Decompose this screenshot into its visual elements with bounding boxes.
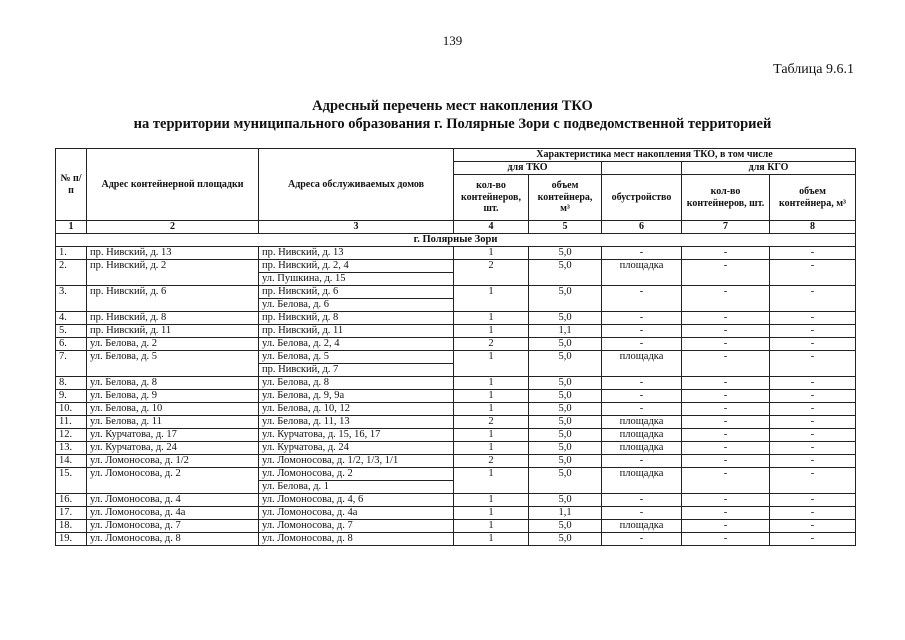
- table-row: [56, 507, 856, 520]
- header-characteristics: Характеристика мест накопления ТКО, в том числе: [454, 149, 856, 162]
- container-volume: 5,0: [529, 377, 602, 390]
- row-number: 14.: [56, 455, 87, 468]
- table-row: [56, 468, 856, 481]
- header-site: Адрес контейнерной площадки: [87, 149, 259, 221]
- container-count: 2: [454, 338, 529, 351]
- facility: площадка: [602, 351, 682, 377]
- facility: -: [602, 325, 682, 338]
- facility: -: [602, 533, 682, 546]
- column-number: 5: [529, 221, 602, 234]
- container-count: 2: [454, 455, 529, 468]
- container-count: 1: [454, 533, 529, 546]
- served-house-address: ул. Курчатова, д. 15, 16, 17: [259, 429, 454, 442]
- page-number: 139: [442, 33, 463, 48]
- table-row: [56, 520, 856, 533]
- container-volume: 5,0: [529, 533, 602, 546]
- kgo-container-count: -: [682, 416, 770, 429]
- facility: -: [602, 403, 682, 416]
- table-row: [56, 416, 856, 429]
- facility: -: [602, 507, 682, 520]
- facility: -: [602, 338, 682, 351]
- container-volume: 5,0: [529, 260, 602, 286]
- site-address: ул. Белова, д. 5: [87, 351, 259, 377]
- column-number: 8: [770, 221, 856, 234]
- table-row: [56, 455, 856, 468]
- site-address: ул. Белова, д. 9: [87, 390, 259, 403]
- container-count: 2: [454, 416, 529, 429]
- site-address: ул. Белова, д. 2: [87, 338, 259, 351]
- site-address: пр. Нивский, д. 6: [87, 286, 259, 312]
- site-address: ул. Белова, д. 10: [87, 403, 259, 416]
- site-address: ул. Ломоносова, д. 4: [87, 494, 259, 507]
- row-number: 1.: [56, 247, 87, 260]
- container-volume: 5,0: [529, 455, 602, 468]
- served-house-address: ул. Белова, д. 2, 4: [259, 338, 454, 351]
- kgo-container-volume: -: [770, 507, 856, 520]
- facility: площадка: [602, 442, 682, 455]
- kgo-container-volume: -: [770, 247, 856, 260]
- header-tko: для ТКО: [454, 162, 602, 175]
- row-number: 7.: [56, 351, 87, 377]
- served-house-address: ул. Ломоносова, д. 2: [259, 468, 454, 481]
- container-volume: 5,0: [529, 351, 602, 377]
- table-row: [56, 494, 856, 507]
- kgo-container-volume: -: [770, 403, 856, 416]
- container-volume: 5,0: [529, 247, 602, 260]
- facility: площадка: [602, 520, 682, 533]
- table-row: [56, 260, 856, 273]
- header-volume-kgo: объем контейнера, м³: [770, 175, 856, 221]
- facility: площадка: [602, 429, 682, 442]
- facility: -: [602, 455, 682, 468]
- kgo-container-volume: -: [770, 390, 856, 403]
- container-volume: 5,0: [529, 494, 602, 507]
- row-number: 8.: [56, 377, 87, 390]
- kgo-container-volume: -: [770, 442, 856, 455]
- row-number: 19.: [56, 533, 87, 546]
- container-count: 1: [454, 247, 529, 260]
- kgo-container-count: -: [682, 247, 770, 260]
- table-row: [56, 403, 856, 416]
- container-volume: 5,0: [529, 312, 602, 325]
- kgo-container-volume: -: [770, 286, 856, 312]
- header-houses: Адреса обслуживаемых домов: [259, 149, 454, 221]
- served-house-address: ул. Ломоносова, д. 7: [259, 520, 454, 533]
- facility: -: [602, 286, 682, 312]
- row-number: 11.: [56, 416, 87, 429]
- container-count: 1: [454, 377, 529, 390]
- document-subtitle: на территории муниципального образования г. Полярные Зори с подведомственной территорией: [133, 116, 772, 132]
- site-address: ул. Ломоносова, д. 8: [87, 533, 259, 546]
- kgo-container-count: -: [682, 286, 770, 312]
- kgo-container-count: -: [682, 507, 770, 520]
- kgo-container-count: -: [682, 403, 770, 416]
- facility: -: [602, 377, 682, 390]
- kgo-container-volume: -: [770, 520, 856, 533]
- row-number: 6.: [56, 338, 87, 351]
- container-volume: 5,0: [529, 403, 602, 416]
- header-facility: обустройство: [602, 175, 682, 221]
- site-address: пр. Нивский, д. 8: [87, 312, 259, 325]
- table-label: Таблица 9.6.1: [773, 62, 854, 77]
- column-number: 7: [682, 221, 770, 234]
- row-number: 12.: [56, 429, 87, 442]
- site-address: пр. Нивский, д. 13: [87, 247, 259, 260]
- row-number: 9.: [56, 390, 87, 403]
- header-num: № п/п: [56, 149, 87, 221]
- column-number: 6: [602, 221, 682, 234]
- container-count: 1: [454, 442, 529, 455]
- row-number: 10.: [56, 403, 87, 416]
- row-number: 2.: [56, 260, 87, 286]
- container-count: 1: [454, 520, 529, 533]
- kgo-container-volume: -: [770, 494, 856, 507]
- site-address: ул. Белова, д. 11: [87, 416, 259, 429]
- served-house-address: ул. Пушкина, д. 15: [259, 273, 454, 286]
- served-house-address: пр. Нивский, д. 13: [259, 247, 454, 260]
- container-count: 1: [454, 286, 529, 312]
- table-row: [56, 338, 856, 351]
- kgo-container-count: -: [682, 325, 770, 338]
- container-volume: 5,0: [529, 468, 602, 494]
- site-address: ул. Курчатова, д. 24: [87, 442, 259, 455]
- served-house-address: пр. Нивский, д. 2, 4: [259, 260, 454, 273]
- kgo-container-count: -: [682, 533, 770, 546]
- container-count: 1: [454, 468, 529, 494]
- site-address: ул. Ломоносова, д. 2: [87, 468, 259, 494]
- container-count: 1: [454, 507, 529, 520]
- document-title: Адресный перечень мест накопления ТКО: [312, 98, 593, 114]
- facility: -: [602, 247, 682, 260]
- kgo-container-count: -: [682, 455, 770, 468]
- container-count: 1: [454, 390, 529, 403]
- site-address: ул. Ломоносова, д. 7: [87, 520, 259, 533]
- kgo-container-count: -: [682, 377, 770, 390]
- table-row: [56, 533, 856, 546]
- container-count: 1: [454, 429, 529, 442]
- header-kgo: для КГО: [682, 162, 856, 175]
- table-row: [56, 312, 856, 325]
- served-house-address: ул. Белова, д. 5: [259, 351, 454, 364]
- served-house-address: пр. Нивский, д. 11: [259, 325, 454, 338]
- site-address: ул. Курчатова, д. 17: [87, 429, 259, 442]
- column-number: 1: [56, 221, 87, 234]
- facility: -: [602, 494, 682, 507]
- served-house-address: ул. Белова, д. 8: [259, 377, 454, 390]
- kgo-container-volume: -: [770, 416, 856, 429]
- row-number: 15.: [56, 468, 87, 494]
- table-row: [56, 377, 856, 390]
- kgo-container-volume: -: [770, 338, 856, 351]
- row-number: 18.: [56, 520, 87, 533]
- container-count: 1: [454, 325, 529, 338]
- facility: площадка: [602, 416, 682, 429]
- kgo-container-count: -: [682, 429, 770, 442]
- table-row: [56, 429, 856, 442]
- site-address: ул. Ломоносова, д. 1/2: [87, 455, 259, 468]
- table-row: [56, 351, 856, 364]
- kgo-container-count: -: [682, 260, 770, 286]
- header-count: кол-во контейнеров, шт.: [454, 175, 529, 221]
- section-title: г. Полярные Зори: [56, 234, 856, 247]
- register-table: [55, 148, 856, 546]
- served-house-address: ул. Белова, д. 9, 9а: [259, 390, 454, 403]
- container-volume: 5,0: [529, 286, 602, 312]
- container-count: 2: [454, 260, 529, 286]
- kgo-container-volume: -: [770, 351, 856, 377]
- site-address: ул. Ломоносова, д. 4а: [87, 507, 259, 520]
- container-count: 1: [454, 351, 529, 377]
- row-number: 4.: [56, 312, 87, 325]
- table-row: [56, 247, 856, 260]
- served-house-address: ул. Ломоносова, д. 1/2, 1/3, 1/1: [259, 455, 454, 468]
- row-number: 17.: [56, 507, 87, 520]
- container-volume: 5,0: [529, 390, 602, 403]
- served-house-address: ул. Ломоносова, д. 8: [259, 533, 454, 546]
- served-house-address: пр. Нивский, д. 6: [259, 286, 454, 299]
- kgo-container-volume: -: [770, 468, 856, 494]
- kgo-container-count: -: [682, 520, 770, 533]
- served-house-address: ул. Ломоносова, д. 4а: [259, 507, 454, 520]
- kgo-container-volume: -: [770, 377, 856, 390]
- header-count-kgo: кол-во контейнеров, шт.: [682, 175, 770, 221]
- site-address: пр. Нивский, д. 11: [87, 325, 259, 338]
- column-number: 2: [87, 221, 259, 234]
- kgo-container-count: -: [682, 338, 770, 351]
- kgo-container-volume: -: [770, 325, 856, 338]
- served-house-address: ул. Белова, д. 1: [259, 481, 454, 494]
- row-number: 5.: [56, 325, 87, 338]
- kgo-container-count: -: [682, 494, 770, 507]
- container-volume: 5,0: [529, 429, 602, 442]
- row-number: 16.: [56, 494, 87, 507]
- container-count: 1: [454, 403, 529, 416]
- container-volume: 1,1: [529, 325, 602, 338]
- served-house-address: пр. Нивский, д. 8: [259, 312, 454, 325]
- served-house-address: пр. Нивский, д. 7: [259, 364, 454, 377]
- facility: площадка: [602, 468, 682, 494]
- served-house-address: ул. Белова, д. 11, 13: [259, 416, 454, 429]
- served-house-address: ул. Белова, д. 6: [259, 299, 454, 312]
- container-volume: 5,0: [529, 416, 602, 429]
- kgo-container-volume: -: [770, 429, 856, 442]
- container-volume: 5,0: [529, 338, 602, 351]
- header-volume: объем контейнера, м³: [529, 175, 602, 221]
- column-number: 4: [454, 221, 529, 234]
- kgo-container-volume: -: [770, 455, 856, 468]
- table-row: [56, 442, 856, 455]
- kgo-container-count: -: [682, 442, 770, 455]
- row-number: 3.: [56, 286, 87, 312]
- container-count: 1: [454, 312, 529, 325]
- kgo-container-count: -: [682, 312, 770, 325]
- container-volume: 1,1: [529, 507, 602, 520]
- table-row: [56, 286, 856, 299]
- row-number: 13.: [56, 442, 87, 455]
- container-count: 1: [454, 494, 529, 507]
- container-volume: 5,0: [529, 520, 602, 533]
- table-row: [56, 325, 856, 338]
- table-row: [56, 390, 856, 403]
- column-number: 3: [259, 221, 454, 234]
- kgo-container-count: -: [682, 390, 770, 403]
- container-volume: 5,0: [529, 442, 602, 455]
- served-house-address: ул. Курчатова, д. 24: [259, 442, 454, 455]
- kgo-container-count: -: [682, 351, 770, 377]
- facility: -: [602, 312, 682, 325]
- site-address: пр. Нивский, д. 2: [87, 260, 259, 286]
- kgo-container-volume: -: [770, 533, 856, 546]
- kgo-container-count: -: [682, 468, 770, 494]
- kgo-container-volume: -: [770, 312, 856, 325]
- site-address: ул. Белова, д. 8: [87, 377, 259, 390]
- facility: -: [602, 390, 682, 403]
- facility: площадка: [602, 260, 682, 286]
- served-house-address: ул. Белова, д. 10, 12: [259, 403, 454, 416]
- kgo-container-volume: -: [770, 260, 856, 286]
- served-house-address: ул. Ломоносова, д. 4, 6: [259, 494, 454, 507]
